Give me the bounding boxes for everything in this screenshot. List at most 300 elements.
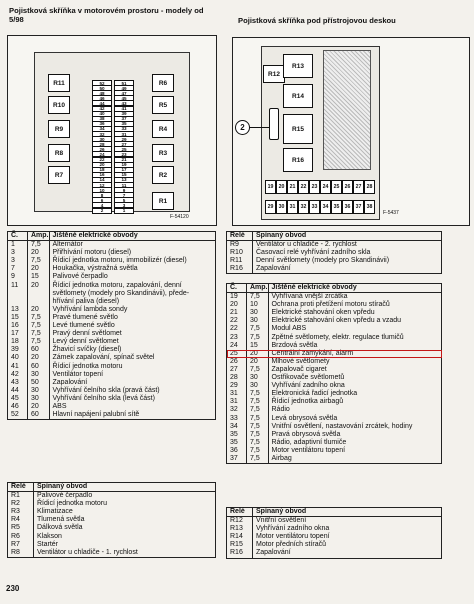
relay-r3: R3 — [152, 144, 174, 162]
page-number: 230 — [6, 584, 20, 593]
fuse-slot: 27 — [353, 180, 364, 194]
fuse-slot: 28 — [364, 180, 375, 194]
relay-circuit-cell: Startér — [37, 540, 59, 548]
relay-id-cell: R1 — [8, 492, 34, 501]
fuse-slot: 47 — [114, 90, 134, 96]
fuse-amp-cell: 7,5 — [247, 415, 269, 423]
fuse-circuit-cell: Mlhové světlomety — [271, 357, 330, 365]
fuse-slot: 32 — [298, 200, 309, 214]
fuse-slot: 25 — [331, 180, 342, 194]
fuse-slot: 34 — [92, 126, 112, 132]
fuse-slot: 44 — [92, 100, 112, 106]
table-row — [227, 423, 442, 431]
fuse-number-cell: 20 — [227, 301, 247, 309]
fuse-amp-cell: 50 — [28, 379, 50, 387]
fuse-slot: 27 — [114, 141, 134, 147]
fuse-circuit-cell: Motor ventilátoru topení — [271, 446, 346, 454]
fuse-amp-cell: 7,5 — [247, 390, 269, 398]
table-row — [8, 387, 216, 395]
fuse-circuit-cell: Houkačka, výstražná světla — [52, 265, 138, 273]
fuse-slot: 23 — [309, 180, 320, 194]
table-row — [8, 533, 216, 541]
table-header-row — [8, 483, 216, 492]
fuse-slot: 21 — [287, 180, 298, 194]
relay-id-cell: R16 — [227, 549, 253, 558]
relay-r11: R11 — [48, 74, 70, 92]
fuse-slot: 11 — [114, 182, 134, 188]
table-header-row — [227, 284, 442, 293]
fuse-number-cell: 37 — [227, 455, 247, 464]
table-row — [8, 241, 216, 250]
fuse-slot: 7 — [114, 192, 134, 198]
fuse-circuit-cell: Ventilátor topení — [52, 370, 104, 378]
table-row — [227, 241, 442, 250]
fuse-number-cell: 18 — [8, 338, 28, 346]
fuse-amp-cell: 30 — [247, 309, 269, 317]
fuse-amp-cell: 7,5 — [247, 398, 269, 406]
fuse-circuit-cell: Pravý denní světlomet — [52, 330, 122, 338]
right-box-title: Pojistková skříňka pod přístrojovou deskou — [238, 16, 396, 25]
fuse-number-cell: 21 — [227, 309, 247, 317]
relay-circuit-cell: Tlumená světla — [37, 516, 85, 524]
fuse-amp-cell: 7,5 — [247, 293, 269, 302]
fuse-slot: 19 — [265, 180, 276, 194]
relay-id-cell: R3 — [8, 508, 34, 516]
relay-circuit-cell: Denní světlomety (modely pro Skandinávii) — [256, 257, 390, 265]
fuse-slot: 29 — [114, 136, 134, 142]
fuse-circuit-cell: světlomety (modely pro Skandinávii), přede- — [52, 289, 190, 297]
fuse-slot: 39 — [114, 111, 134, 117]
relay-id-cell: R9 — [227, 241, 253, 250]
table-row — [227, 406, 442, 414]
table-row — [8, 524, 216, 532]
relay-r1: R1 — [152, 192, 174, 210]
table-row — [227, 525, 442, 533]
fuse-number-cell: 13 — [8, 306, 28, 314]
fuse-puller-icon — [269, 108, 279, 140]
fuse-amp-cell: 20 — [28, 306, 50, 314]
relay-id-cell: R11 — [227, 257, 253, 265]
col-relay-header: Relé — [227, 232, 253, 241]
table-row — [8, 363, 216, 371]
fuse-slot: 45 — [114, 95, 134, 101]
relay-id-cell: R4 — [8, 516, 34, 524]
col-relay-header: Relé — [227, 508, 253, 517]
fuse-slot: 6 — [92, 197, 112, 203]
fuse-number-cell: 31 — [227, 390, 247, 398]
relay-id-cell: R16 — [227, 265, 253, 274]
fuse-slot: 40 — [92, 111, 112, 117]
fuse-amp-cell: 30 — [247, 374, 269, 382]
fuse-number-cell: 41 — [8, 363, 28, 371]
table-row — [8, 508, 216, 516]
relay-id-cell: R2 — [8, 500, 34, 508]
fuse-slot: 31 — [114, 131, 134, 137]
fuse-slot: 16 — [92, 172, 112, 178]
fuse-amp-cell: 7,5 — [247, 325, 269, 333]
fuse-slot: 20 — [92, 162, 112, 168]
col-switched-header: Spínaný obvod — [34, 483, 216, 492]
table-row — [227, 325, 442, 333]
fuse-slot: 31 — [287, 200, 298, 214]
col-amp-header: Amp. — [28, 232, 50, 241]
relay-circuit-cell: Ventilátor u chladiče - 1. rychlost — [37, 548, 138, 556]
fuse-slot: 22 — [298, 180, 309, 194]
table-row — [227, 447, 442, 455]
fuse-circuit-cell: Ochrana proti přetížení motoru stíračů — [271, 301, 390, 309]
fuse-circuit-cell: Rádio — [271, 406, 290, 414]
fuse-amp-cell: 30 — [28, 387, 50, 395]
fuse-amp-cell: 7,5 — [247, 431, 269, 439]
table-row — [227, 549, 442, 558]
relay-circuit-cell: Palivové čerpadlo — [37, 492, 93, 500]
fuse-circuit-cell: Vyhřívání čelního skla (levá část) — [52, 394, 155, 402]
table-row — [227, 541, 442, 549]
fuse-number-cell: 19 — [227, 293, 247, 302]
fuse-amp-cell: 30 — [28, 371, 50, 379]
fuse-amp-cell: 7,5 — [28, 338, 50, 346]
table-row — [227, 366, 442, 374]
relay-r15: R15 — [283, 114, 313, 144]
col-relay-header: Relé — [8, 483, 34, 492]
table-row — [227, 265, 442, 274]
relay-circuit-cell: Ventilátor u chladiče - 2. rychlost — [256, 241, 357, 249]
fuse-number-cell: 7 — [8, 265, 28, 273]
fuse-slot: 41 — [114, 106, 134, 112]
fuse-slot: 35 — [114, 121, 134, 127]
fuse-number-cell: 45 — [8, 395, 28, 403]
fuse-number-cell: 24 — [227, 342, 247, 350]
fuse-circuit-cell: Vyhřívání čelního skla (pravá část) — [52, 386, 160, 394]
relay-id-cell: R8 — [8, 549, 34, 558]
fuse-number-cell — [8, 290, 28, 298]
relay-r10: R10 — [48, 96, 70, 114]
fuse-number-cell: 25 — [227, 350, 247, 358]
fuse-slot: 34 — [320, 200, 331, 214]
fuse-slot: 37 — [114, 116, 134, 122]
dash-fuse-table — [226, 283, 442, 464]
fuse-amp-cell: 20 — [28, 249, 50, 257]
dash-fusebox-diagram — [232, 37, 470, 226]
fuse-slot: 33 — [309, 200, 320, 214]
fuse-amp-cell: 30 — [28, 395, 50, 403]
relay-circuit-cell: Motor předních stíračů — [256, 541, 327, 549]
engine-relay-table — [7, 482, 216, 558]
col-switched-header: Spínaný obvod — [253, 232, 442, 241]
fuse-amp-cell: 7,5 — [247, 334, 269, 342]
fuse-number-cell: 34 — [227, 423, 247, 431]
callout-line — [249, 127, 271, 128]
fuse-amp-cell: 15 — [28, 273, 50, 281]
table-row — [8, 265, 216, 273]
fuse-number-cell: 26 — [227, 358, 247, 366]
fuse-circuit-cell: Vyhřívání lambda sondy — [52, 305, 128, 313]
fuse-slot: 20 — [276, 180, 287, 194]
fuse-circuit-cell: Řídicí jednotka motoru — [52, 362, 123, 370]
relay-r9: R9 — [48, 120, 70, 138]
dash-relay-table-top — [226, 231, 442, 274]
dash-relay-table-bottom — [226, 507, 442, 559]
left-box-title: Pojistková skříňka v motorovém prostoru - modely od 5/98 — [9, 6, 204, 24]
fuse-amp-cell: 7,5 — [28, 322, 50, 330]
fuse-slot: 36 — [92, 121, 112, 127]
fuse-number-cell: 29 — [227, 382, 247, 390]
fuse-number-cell: 15 — [8, 314, 28, 322]
right-diagram-ref: F-5437 — [383, 210, 399, 216]
relay-id-cell: R10 — [227, 249, 253, 257]
table-row — [227, 439, 442, 447]
fuse-slot: 29 — [265, 200, 276, 214]
fuse-number-cell: 35 — [227, 431, 247, 439]
table-row — [8, 290, 216, 298]
fuse-amp-cell: 7,5 — [247, 455, 269, 464]
relay-id-cell: R12 — [227, 517, 253, 526]
table-row — [8, 354, 216, 362]
table-row — [227, 293, 442, 302]
fuse-circuit-cell: Pravé tlumené světlo — [52, 313, 118, 321]
fuse-circuit-cell: Pravá obrysová světla — [271, 430, 341, 438]
fuse-slot: 9 — [114, 187, 134, 193]
fuse-circuit-cell: Zámek zapalování, spínač světel — [52, 354, 155, 362]
fuse-circuit-cell: Airbag — [271, 454, 292, 462]
fuse-slot: 2 — [92, 208, 112, 214]
table-row — [8, 346, 216, 354]
fuse-circuit-cell: Alternátor — [52, 241, 83, 249]
fuse-slot: 30 — [92, 136, 112, 142]
relay-r2: R2 — [152, 166, 174, 184]
fuse-slot: 1 — [114, 208, 134, 214]
fuse-number-cell — [8, 298, 28, 306]
fuse-slot: 10 — [92, 187, 112, 193]
table-row — [8, 322, 216, 330]
fuse-amp-cell: 7,5 — [247, 423, 269, 431]
table-row — [227, 301, 442, 309]
relay-id-cell: R7 — [8, 541, 34, 549]
fuse-circuit-cell: Řídicí jednotka airbagů — [271, 398, 344, 406]
fuse-slot: 15 — [114, 172, 134, 178]
table-row — [8, 306, 216, 314]
fuse-slot: 48 — [92, 90, 112, 96]
fuse-slot: 35 — [331, 200, 342, 214]
callout-label: 2 — [240, 123, 245, 132]
fuse-circuit-cell: Žhavicí svíčky (diesel) — [52, 346, 122, 354]
fuse-circuit-cell: Ostřikovače světlometů — [271, 374, 345, 382]
fuse-slot: 28 — [92, 141, 112, 147]
fuse-amp-cell: 60 — [28, 363, 50, 371]
fuse-slot: 51 — [114, 80, 134, 86]
fuse-number-cell: 16 — [8, 322, 28, 330]
fuse-amp-cell: 20 — [28, 282, 50, 290]
col-circuit-header: Jištěné elektrické obvody — [268, 284, 442, 293]
fuse-amp-cell: 20 — [28, 265, 50, 273]
fuse-amp-cell: 30 — [247, 382, 269, 390]
table-row — [227, 309, 442, 317]
table-row — [8, 273, 216, 281]
fuse-amp-cell: 7,5 — [28, 330, 50, 338]
fuse-slot: 38 — [92, 116, 112, 122]
fuse-amp-cell: 20 — [247, 358, 269, 366]
fuse-slot: 26 — [342, 180, 353, 194]
relay-circuit-cell: Vnitřní osvětlení — [256, 517, 307, 525]
fuse-circuit-cell: Zapalování — [52, 378, 88, 386]
relay-r5: R5 — [152, 96, 174, 114]
fuse-number-cell: 28 — [227, 374, 247, 382]
relay-circuit-cell: Motor ventilátoru topení — [256, 533, 330, 541]
table-row — [227, 249, 442, 257]
table-row — [8, 549, 216, 558]
fuse-number-cell: 22 — [227, 317, 247, 325]
fuse-amp-cell: 60 — [28, 346, 50, 354]
fuse-amp-cell: 20 — [28, 354, 50, 362]
fuse-circuit-cell: Zapalovač cigaret — [271, 365, 327, 373]
fuse-slot: 30 — [276, 200, 287, 214]
fuse-amp-cell: 7,5 — [28, 314, 50, 322]
fuse-amp-cell: 60 — [28, 411, 50, 420]
fuse-amp-cell: 7,5 — [28, 257, 50, 265]
table-row — [227, 517, 442, 526]
table-row — [8, 403, 216, 411]
fuse-slot: 3 — [114, 202, 134, 208]
fuse-circuit-cell: Vyhřívaná vnější zrcátka — [271, 293, 348, 301]
relay-circuit-cell: Dálková světla — [37, 524, 83, 532]
fuse-slot: 14 — [92, 177, 112, 183]
fuse-amp-cell: 20 — [28, 403, 50, 411]
relay-circuit-cell: Řídicí jednotka motoru — [37, 500, 108, 508]
fuse-slot: 13 — [114, 177, 134, 183]
fuse-number-cell: 31 — [227, 398, 247, 406]
fuse-amp-cell: 7,5 — [247, 366, 269, 374]
relay-circuit-cell: Zapalování — [256, 265, 291, 273]
table-row — [227, 374, 442, 382]
fuse-number-cell: 44 — [8, 387, 28, 395]
relay-circuit-cell: Vyhřívání zadního okna — [256, 525, 330, 533]
fuse-circuit-cell: Zpětné světlomety, elektr. regulace tlumičů — [271, 333, 404, 341]
fuse-number-cell: 32 — [227, 406, 247, 414]
fuse-amp-cell: 10 — [247, 301, 269, 309]
fuse-amp-cell: 7,5 — [28, 241, 50, 250]
fuse-slot: 24 — [92, 151, 112, 157]
fuse-circuit-cell: Vnitřní osvětlení, nastavování zrcátek, hodiny — [271, 422, 413, 430]
relay-id-cell: R14 — [227, 533, 253, 541]
fuse-slot: 8 — [92, 192, 112, 198]
table-row — [227, 431, 442, 439]
table-header-row — [227, 232, 442, 241]
table-row — [227, 317, 442, 325]
fuse-number-cell: 11 — [8, 282, 28, 290]
fuse-slot: 46 — [92, 95, 112, 101]
fuse-slot: 43 — [114, 100, 134, 106]
fuse-circuit-cell: Elektrické stahování oken vpředu a vzadu — [271, 317, 402, 325]
fuse-circuit-cell: Centrální zamykání, alarm — [271, 349, 354, 357]
fuse-number-cell: 36 — [227, 447, 247, 455]
table-row — [227, 455, 442, 464]
table-row — [8, 314, 216, 322]
table-row — [8, 516, 216, 524]
fuse-circuit-cell: hřívání paliva (diesel) — [52, 297, 120, 305]
fuse-slot: 42 — [92, 106, 112, 112]
relay-id-cell: R13 — [227, 525, 253, 533]
fuse-number-cell: 52 — [8, 411, 28, 420]
fuse-slot: 25 — [114, 146, 134, 152]
fuse-slot: 17 — [114, 167, 134, 173]
fuse-slot: 18 — [92, 167, 112, 173]
relay-r8: R8 — [48, 144, 70, 162]
engine-fusebox-diagram — [7, 35, 217, 226]
callout-circle — [235, 120, 250, 135]
fuse-number-cell: 22 — [227, 325, 247, 333]
relay-r4: R4 — [152, 120, 174, 138]
left-diagram-ref: F-54120 — [170, 214, 189, 220]
fuse-circuit-cell: Palivové čerpadlo — [52, 273, 108, 281]
fuse-circuit-cell: Levé tlumené světlo — [52, 322, 115, 330]
fuse-slot: 26 — [92, 146, 112, 152]
fuse-number-cell: 39 — [8, 346, 28, 354]
fuse-amp-cell: 30 — [247, 317, 269, 325]
fuse-number-cell: 40 — [8, 354, 28, 362]
fuse-slot: 37 — [353, 200, 364, 214]
fuse-number-cell: 23 — [227, 334, 247, 342]
relay-circuit-cell: Klimatizace — [37, 508, 73, 516]
table-row — [8, 257, 216, 265]
fuse-circuit-cell: Levý denní světlomet — [52, 338, 119, 346]
fuse-circuit-cell: Levá obrysová světla — [271, 414, 338, 422]
table-row — [8, 411, 216, 420]
table-header-row — [8, 232, 216, 241]
fuse-number-cell: 27 — [227, 366, 247, 374]
fuse-amp-cell: 7,5 — [247, 406, 269, 414]
fuse-slot: 24 — [320, 180, 331, 194]
fuse-slot: 21 — [114, 157, 134, 163]
col-number-header: Č. — [8, 232, 28, 241]
fuse-circuit-cell: Řídicí jednotka motoru, immobilizér (diesel) — [52, 257, 187, 265]
table-row — [227, 350, 442, 358]
fuse-slot: 32 — [92, 131, 112, 137]
fuse-amp-cell — [28, 298, 50, 306]
fuse-slot: 22 — [92, 157, 112, 163]
table-row — [8, 492, 216, 501]
fuse-number-cell: 17 — [8, 330, 28, 338]
fuse-amp-cell: 20 — [247, 350, 269, 358]
table-row — [227, 358, 442, 366]
fuse-circuit-cell: Přiřhívání motoru (diesel) — [52, 249, 132, 257]
relay-r6: R6 — [152, 74, 174, 92]
relay-r12: R12 — [263, 65, 285, 83]
table-row — [8, 379, 216, 387]
fuse-number-cell: 43 — [8, 379, 28, 387]
col-amp-header: Amp. — [247, 284, 269, 293]
fuse-slot: 23 — [114, 151, 134, 157]
col-number-header: Č. — [227, 284, 247, 293]
table-row — [8, 371, 216, 379]
engine-fuse-table — [7, 231, 216, 420]
fuse-number-cell: 9 — [8, 273, 28, 281]
fuse-amp-cell: 15 — [247, 342, 269, 350]
table-row — [8, 298, 216, 306]
fuse-slot: 52 — [92, 80, 112, 86]
relay-id-cell: R5 — [8, 524, 34, 532]
fuse-circuit-cell: Rádio, adaptivní tlumiče — [271, 438, 347, 446]
fuse-slot: 4 — [92, 202, 112, 208]
fuse-slot: 38 — [364, 200, 375, 214]
fuse-circuit-cell: ABS — [52, 402, 67, 410]
fuse-slot: 19 — [114, 162, 134, 168]
hatched-area — [323, 50, 371, 170]
fuse-slot: 49 — [114, 85, 134, 91]
fuse-number-cell: 35 — [227, 439, 247, 447]
relay-r7: R7 — [48, 166, 70, 184]
fuse-number-cell: 42 — [8, 371, 28, 379]
table-row — [8, 282, 216, 290]
